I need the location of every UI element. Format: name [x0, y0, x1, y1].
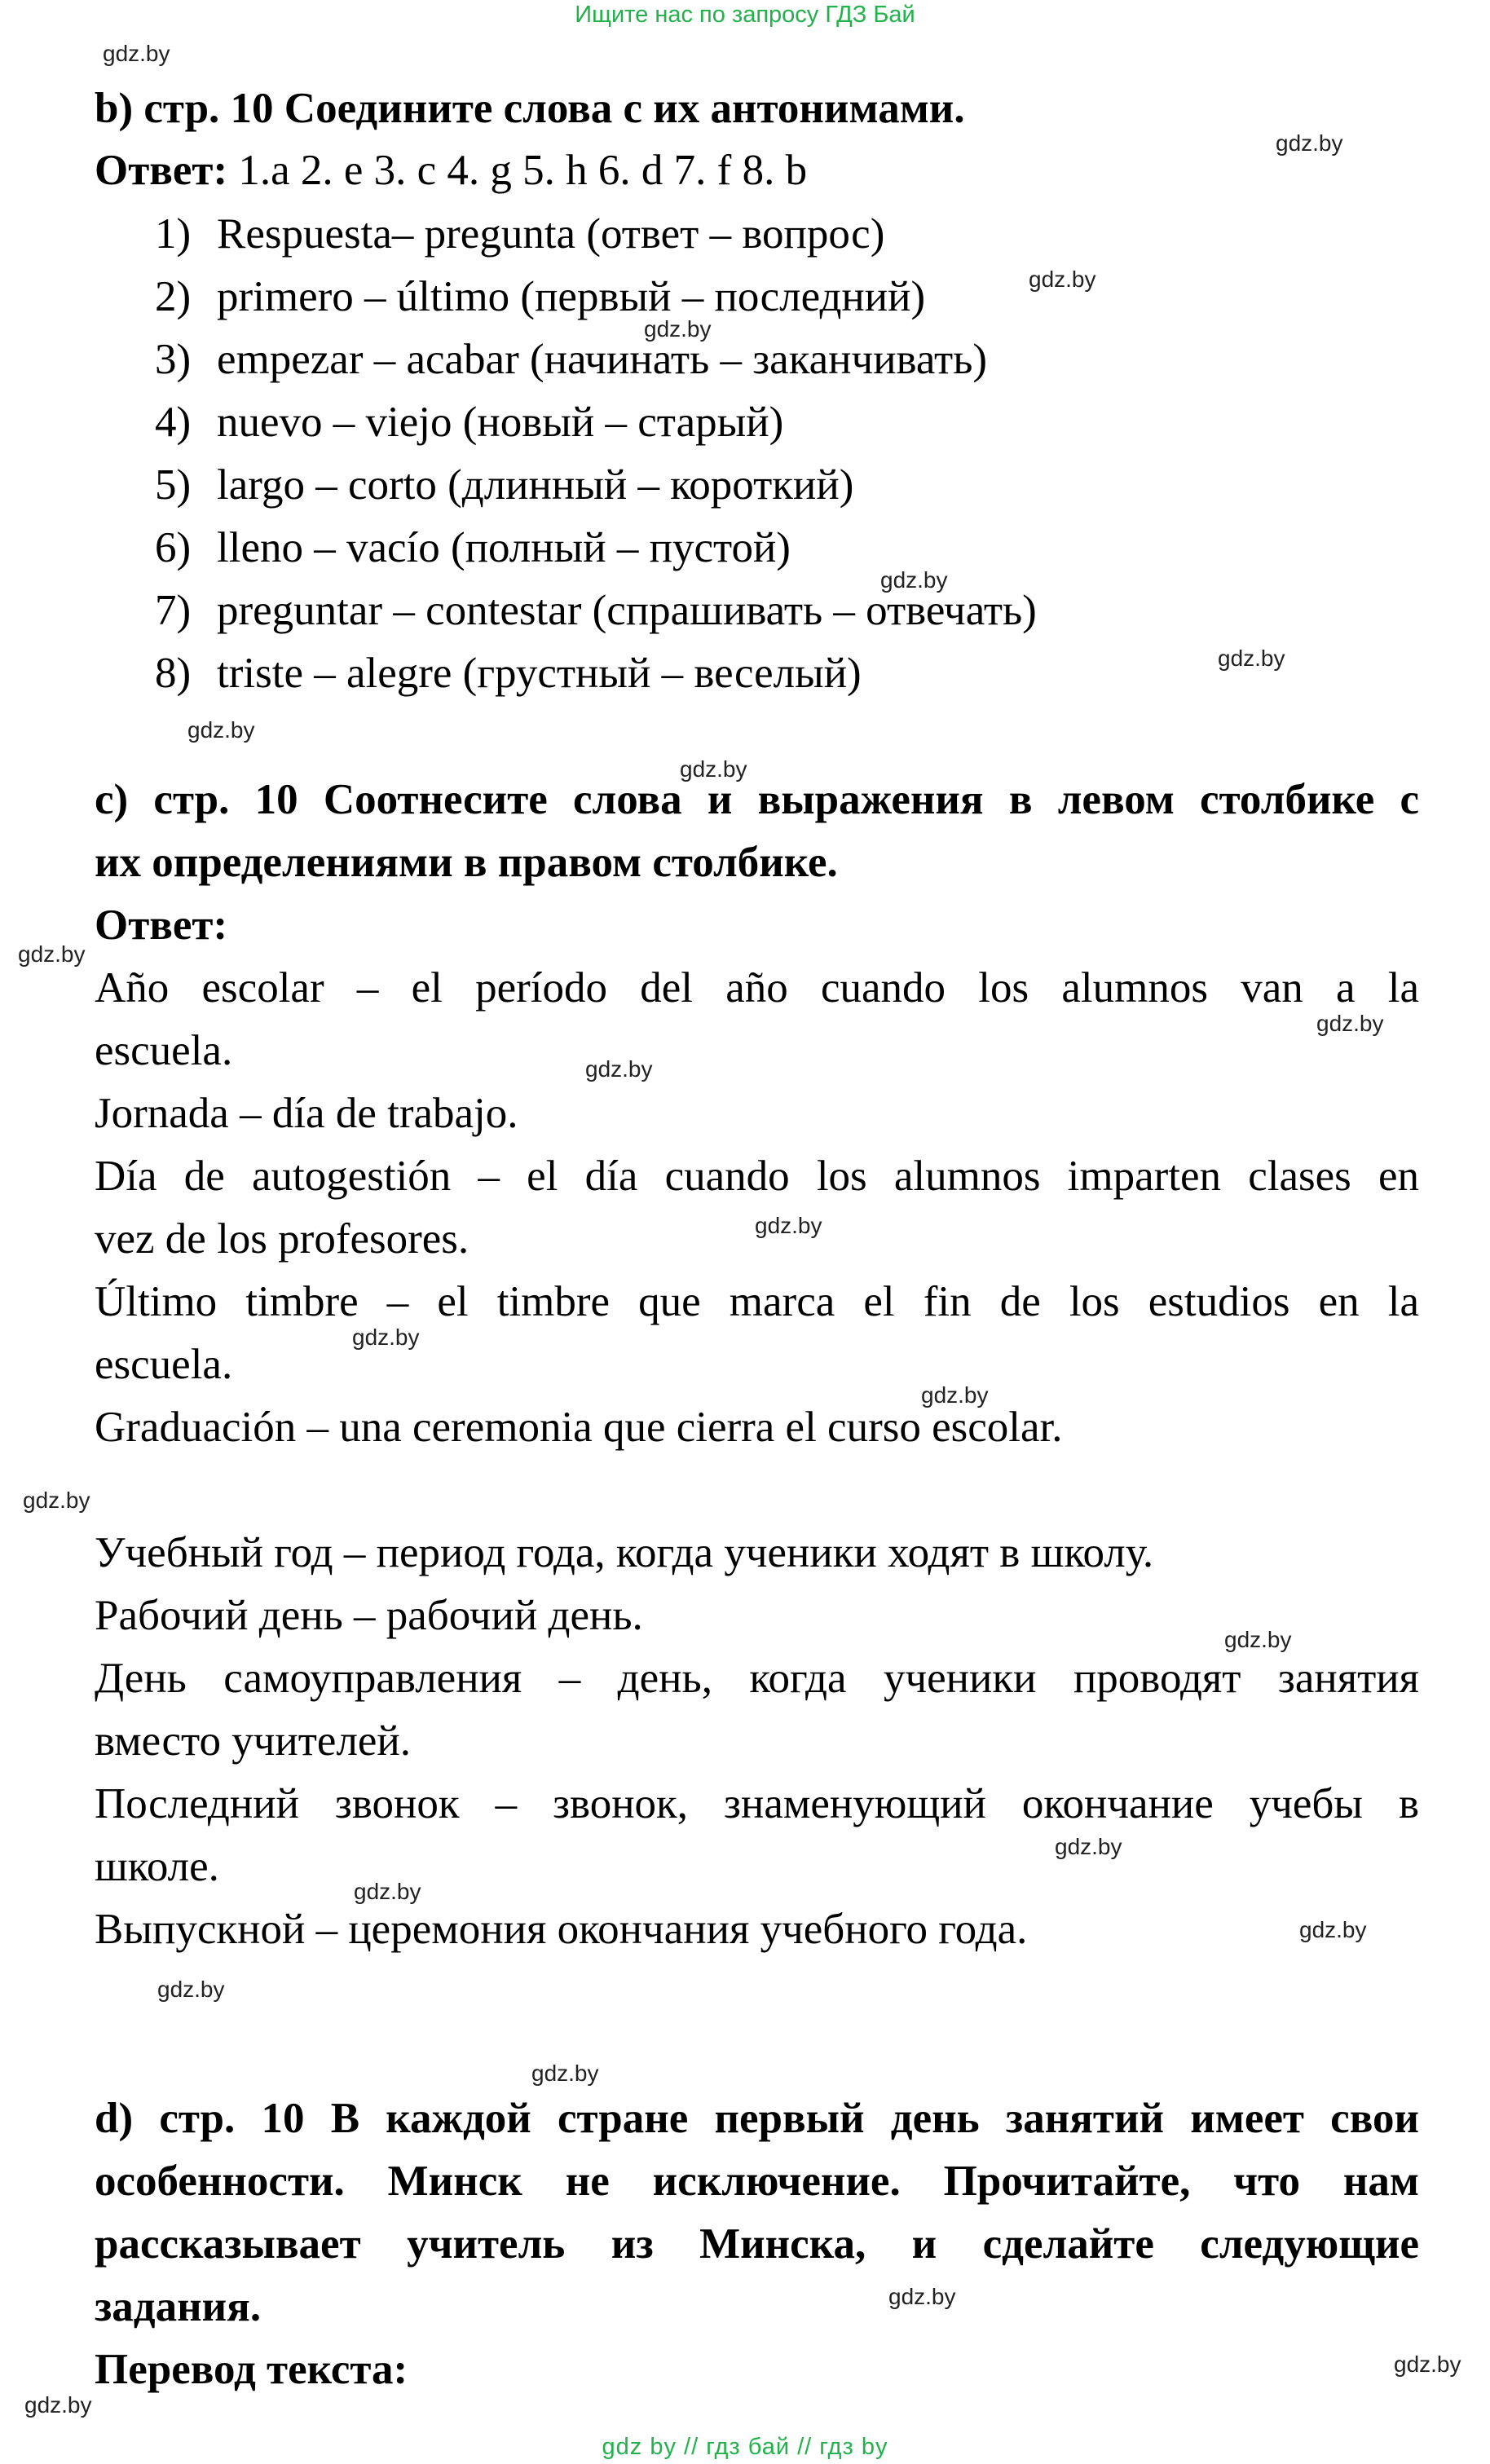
list-item	[155, 585, 1296, 636]
russian-line: Рабочий день – рабочий день.	[95, 1592, 643, 1639]
watermark: gdz.by	[18, 941, 86, 967]
list-item	[155, 209, 1296, 259]
section-d-heading-line: d) стр. 10 В каждой стране первый день занятий имеет свои	[95, 2095, 1419, 2142]
watermark: gdz.by	[103, 41, 170, 66]
list-item-text: Respuesta– pregunta (ответ – вопрос)	[217, 210, 885, 258]
list-item-number: 3)	[155, 336, 192, 383]
watermark: gdz.by	[880, 567, 948, 593]
search-banner[interactable]: Ищите нас по запросу ГДЗ Бай	[575, 2, 915, 28]
watermark: gdz.by	[24, 2392, 92, 2418]
list-item	[155, 522, 1296, 573]
footer-links[interactable]: gdz by // гдз бай // гдз by	[602, 2434, 888, 2460]
spanish-line: Último timbre – el timbre que marca el fin de los estudios en la	[95, 1278, 1419, 1325]
russian-line: День самоуправления – день, когда ученики проводят занятия	[95, 1655, 1419, 1702]
watermark: gdz.by	[1299, 1917, 1367, 1942]
section-d-heading-line: задания.	[95, 2283, 262, 2330]
translation-label: Перевод текста:	[95, 2346, 408, 2393]
list-item-text: preguntar – contestar (спрашивать – отвечать)	[217, 587, 1037, 634]
list-item-number: 5)	[155, 461, 192, 509]
section-b-heading: b) стр. 10 Соедините слова с их антонимами.	[95, 85, 965, 132]
watermark: gdz.by	[680, 756, 747, 782]
list-item-text: primero – último (первый – последний)	[217, 273, 926, 320]
watermark: gdz.by	[644, 316, 712, 342]
spanish-line: escuela.	[95, 1341, 233, 1388]
section-c-heading-line: их определениями в правом столбике.	[95, 839, 838, 886]
answer-label: Ответ:	[95, 901, 228, 949]
spanish-line: escuela.	[95, 1027, 233, 1074]
list-item-text: triste – alegre (грустный – веселый)	[217, 650, 862, 697]
list-item-text: largo – corto (длинный – короткий)	[217, 461, 854, 509]
watermark: gdz.by	[1055, 1834, 1122, 1859]
list-item-number: 4)	[155, 399, 192, 446]
russian-line: Учебный год – период года, когда ученики ходят в школу.	[95, 1529, 1154, 1576]
russian-line: школе.	[95, 1843, 219, 1890]
list-item-number: 7)	[155, 587, 192, 634]
list-item-text: nuevo – viejo (новый – старый)	[217, 399, 784, 446]
watermark: gdz.by	[1276, 130, 1343, 156]
russian-line: Выпускной – церемония окончания учебного года.	[95, 1906, 1028, 1953]
section-d-heading-line: рассказывает учитель из Минска, и сделайте следующие	[95, 2220, 1419, 2268]
list-item-number: 2)	[155, 273, 192, 320]
watermark: gdz.by	[921, 1382, 989, 1408]
watermark: gdz.by	[1218, 646, 1285, 671]
list-item	[155, 271, 1296, 322]
list-item	[155, 334, 1296, 385]
watermark: gdz.by	[352, 1325, 420, 1350]
list-item-number: 8)	[155, 650, 192, 697]
watermark: gdz.by	[1316, 1011, 1384, 1036]
spanish-line: Jornada – día de trabajo.	[95, 1090, 518, 1137]
section-b-answer	[95, 145, 1419, 196]
russian-line: Последний звонок – звонок, знаменующий окончание учебы в	[95, 1780, 1419, 1827]
list-item	[155, 648, 1296, 699]
spanish-line: vez de los profesores.	[95, 1215, 469, 1263]
answer-value: 1.a 2. e 3. c 4. g 5. h 6. d 7. f 8. b	[238, 147, 808, 194]
watermark: gdz.by	[1394, 2352, 1461, 2377]
spanish-line: Graduación – una ceremonia que cierra el curso escolar.	[95, 1404, 1063, 1451]
list-item	[155, 397, 1296, 447]
watermark: gdz.by	[1029, 267, 1096, 292]
list-item-number: 1)	[155, 210, 192, 258]
watermark: gdz.by	[531, 2061, 599, 2086]
watermark: gdz.by	[157, 1977, 225, 2002]
watermark: gdz.by	[888, 2284, 956, 2309]
watermark: gdz.by	[23, 1488, 90, 1513]
watermark: gdz.by	[187, 717, 255, 743]
section-c-heading-line: c) стр. 10 Соотнесите слова и выражения в левом столбике с	[95, 776, 1419, 823]
list-item-text: empezar – acabar (начинать – заканчивать)	[217, 336, 988, 383]
russian-line: вместо учителей.	[95, 1717, 412, 1765]
watermark: gdz.by	[585, 1056, 653, 1082]
list-item-number: 6)	[155, 524, 192, 571]
watermark: gdz.by	[354, 1879, 421, 1904]
watermark: gdz.by	[755, 1213, 822, 1238]
section-d-heading-line: особенности. Минск не исключение. Прочитайте, что нам	[95, 2158, 1419, 2205]
spanish-line: Día de autogestión – el día cuando los alumnos imparten clases en	[95, 1153, 1419, 1200]
list-item-text: lleno – vacío (полный – пустой)	[217, 524, 791, 571]
answer-label: Ответ:	[95, 147, 228, 194]
list-item	[155, 460, 1296, 510]
watermark: gdz.by	[1224, 1627, 1292, 1652]
spanish-line: Año escolar – el período del año cuando los alumnos van a la	[95, 964, 1419, 1012]
